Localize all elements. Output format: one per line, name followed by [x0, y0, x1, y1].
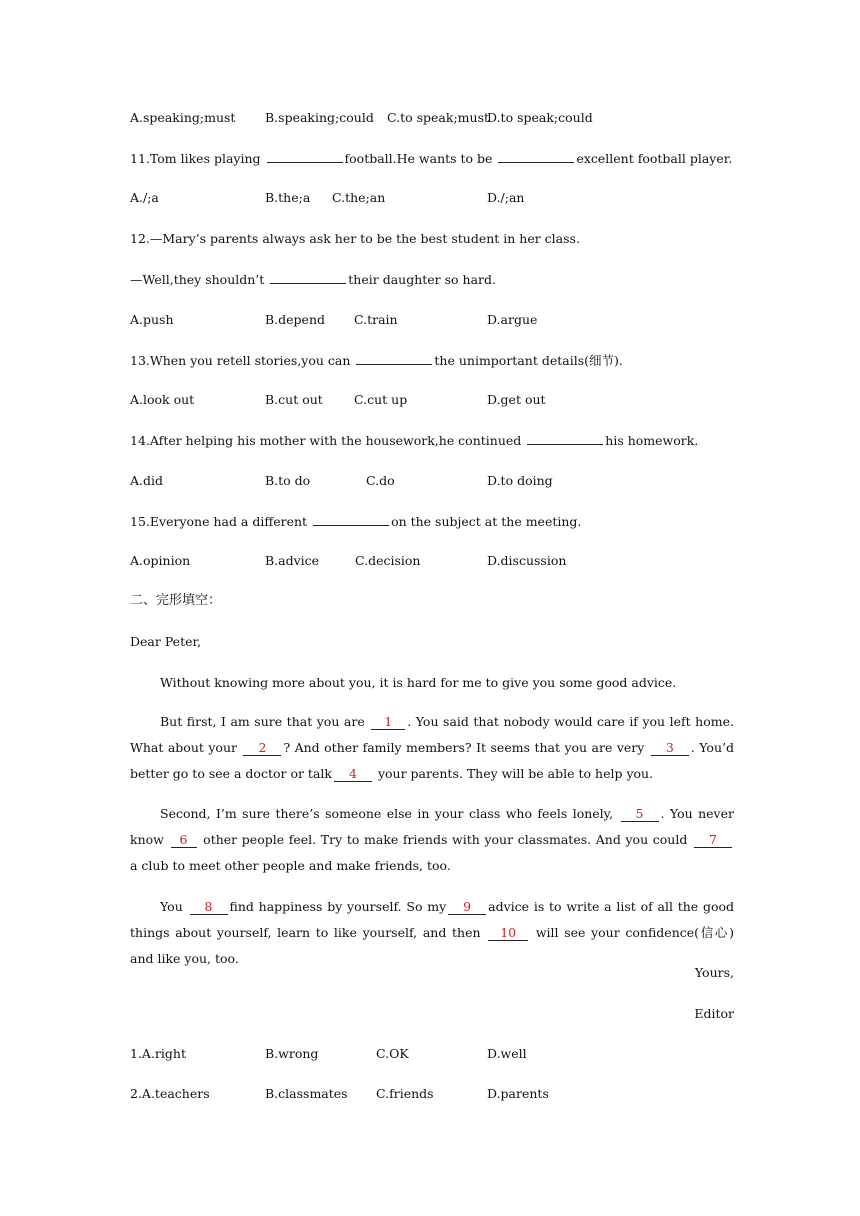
q10-option-b: B.speaking;could	[265, 110, 374, 125]
letter-paragraph-2: But first, I am sure that you are 1 . You said that nobody would care if you left home. What about your 2 ? And other family members? It seems that you are very 3 . You’d better go to see a doctor or talk 4 your parents. They will be able to help you.	[130, 714, 734, 781]
q14-stem	[130, 432, 698, 449]
q10-option-a: A.speaking;must	[130, 110, 236, 125]
q15-option-d: D.discussion	[487, 553, 567, 568]
cloze-blank-3: 3	[651, 741, 689, 756]
cloze-blank-4: 4	[334, 767, 372, 782]
cloze-blank-5: 5	[621, 807, 659, 822]
answer-blank	[356, 352, 432, 365]
q14-option-a: A.did	[130, 473, 164, 488]
q13-stem-b: the unimportant details(细节).	[434, 353, 623, 368]
q11-stem-a: 11.Tom likes playing	[130, 151, 261, 166]
q12-reply-a: —Well,they shouldn’t	[130, 272, 265, 287]
q11-option-a: A./;a	[130, 190, 159, 205]
q14-option-b: B.to do	[265, 473, 311, 488]
q13-stem	[130, 352, 623, 369]
q12-reply	[130, 271, 496, 288]
answer-blank	[313, 513, 389, 526]
q13-option-c: C.cut up	[354, 392, 408, 407]
cloze-blank-2: 2	[243, 741, 281, 756]
q15-option-a: A.opinion	[130, 553, 191, 568]
cloze-q1-option-c: C.OK	[376, 1046, 409, 1061]
letter-paragraph-4: You 8 find happiness by yourself. So my 9 advice is to write a list of all the good things about yourself, learn to like yourself, and then 10 will see your confidence(信心) and like you, too.	[130, 899, 734, 966]
cloze-q2-option-d: D.parents	[487, 1086, 549, 1101]
cloze-q1-option-d: D.well	[487, 1046, 527, 1061]
q13-option-b: B.cut out	[265, 392, 323, 407]
cloze-q1-option-b: B.wrong	[265, 1046, 319, 1061]
cloze-blank-1: 1	[371, 715, 405, 730]
q10-option-d: D.to speak;could	[487, 110, 593, 125]
q12-option-b: B.depend	[265, 312, 326, 327]
cloze-q2-option-c: C.friends	[376, 1086, 434, 1101]
q12-reply-b: their daughter so hard.	[348, 272, 496, 287]
section-heading: 二、完形填空：	[130, 593, 222, 608]
q15-stem	[130, 513, 581, 530]
q11-option-d: D./;an	[487, 190, 525, 205]
q14-option-d: D.to doing	[487, 473, 553, 488]
q11-stem	[130, 150, 732, 167]
q15-stem-b: on the subject at the meeting.	[391, 514, 582, 529]
cloze-q2-option-b: B.classmates	[265, 1086, 348, 1101]
q13-option-a: A.look out	[130, 392, 195, 407]
letter-paragraph-3: Second, I’m sure there’s someone else in your class who feels lonely, 5 . You never know 6 other people feel. Try to make friends with your classmates. And you could 7 a club to meet other people and make friends, too.	[130, 806, 734, 873]
q11-stem-c: excellent football player.	[576, 151, 733, 166]
q15-option-b: B.advice	[265, 553, 320, 568]
cloze-blank-8: 8	[190, 900, 228, 915]
q10-option-c: C.to speak;must	[387, 110, 490, 125]
letter-signature: Editor	[694, 1006, 734, 1021]
q12-option-a: A.push	[130, 312, 174, 327]
q11-option-b: B.the;a	[265, 190, 311, 205]
answer-blank	[267, 150, 343, 163]
q12-option-d: D.argue	[487, 312, 538, 327]
q15-stem-a: 15.Everyone had a different	[130, 514, 308, 529]
q13-stem-a: 13.When you retell stories,you can	[130, 353, 351, 368]
answer-blank	[527, 432, 603, 445]
q14-stem-b: his homework.	[605, 433, 699, 448]
q14-option-c: C.do	[366, 473, 395, 488]
q15-option-c: C.decision	[355, 553, 421, 568]
q11-stem-b: football.He wants to be	[344, 151, 493, 166]
letter-paragraph-1: Without knowing more about you, it is hard for me to give you some good advice.	[160, 675, 677, 690]
q11-option-c: C.the;an	[332, 190, 386, 205]
cloze-q1-option-a: 1.A.right	[130, 1046, 186, 1061]
q14-stem-a: 14.After helping his mother with the housework,he continued	[130, 433, 522, 448]
cloze-blank-7: 7	[694, 833, 732, 848]
q12-stem: 12.—Mary’s parents always ask her to be the best student in her class.	[130, 231, 580, 246]
cloze-blank-6: 6	[171, 833, 197, 848]
answer-blank	[498, 150, 574, 163]
answer-blank	[270, 271, 346, 284]
letter-greeting: Dear Peter,	[130, 634, 202, 649]
cloze-blank-9: 9	[448, 900, 486, 915]
letter-closing: Yours,	[694, 965, 734, 980]
q13-option-d: D.get out	[487, 392, 546, 407]
cloze-blank-10: 10	[488, 926, 528, 941]
q12-option-c: C.train	[354, 312, 398, 327]
cloze-q2-option-a: 2.A.teachers	[130, 1086, 210, 1101]
